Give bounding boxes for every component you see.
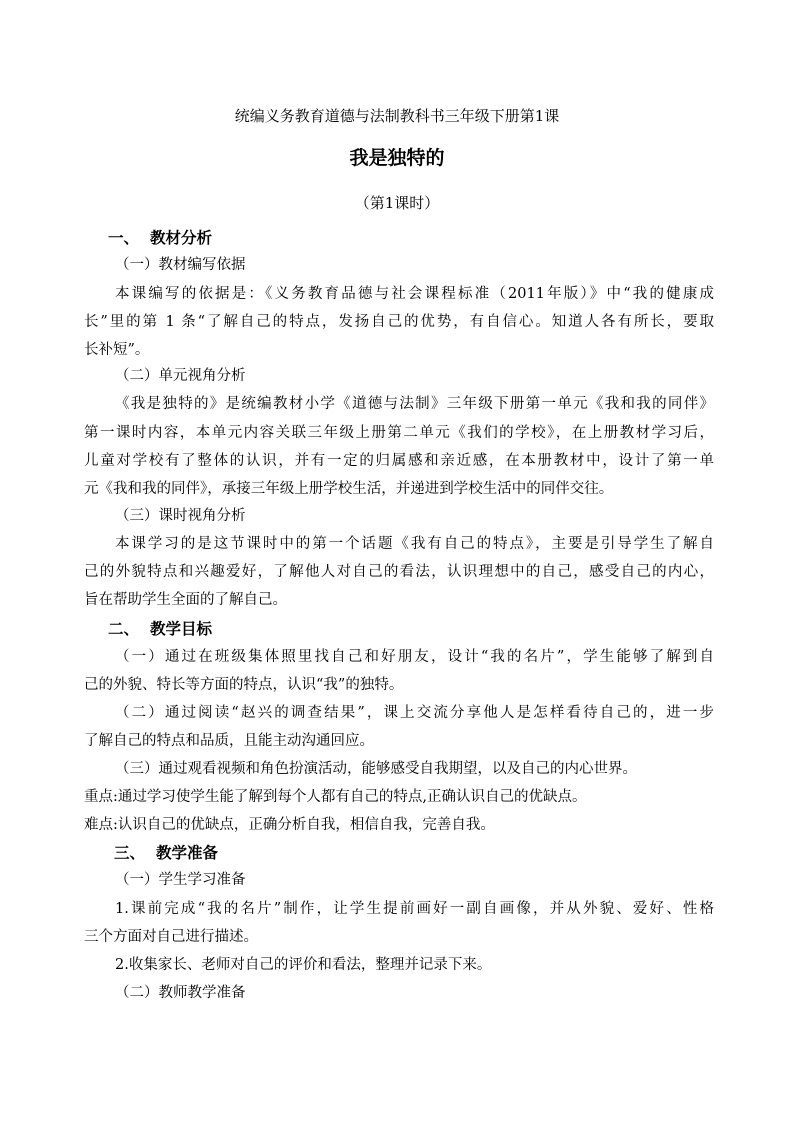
document-subtitle: 统编义务教育道德与法制教科书三年级下册第1课 <box>234 107 560 125</box>
paragraph-line: 己的外貌特点和兴趣爱好，了解他人对自己的看法，认识理想中的自己，感受自己的内心， <box>84 564 714 580</box>
subheading: （二）单元视角分析 <box>115 368 246 384</box>
difficult-point: 难点:认识自己的优缺点，正确分析自我，相信自我，完善自我。 <box>84 817 495 833</box>
goal-line: （一）通过在班级集体照里找自己和好朋友，设计“我的名片”，学生能够了解到自 <box>115 649 714 665</box>
paragraph-line: 本课编写的依据是：《义务教育品德与社会课程标准（2011年版）》中“我的健康成 <box>115 286 714 302</box>
lesson-period: （第1课时） <box>354 194 440 212</box>
prep-line: 三个方面对自己进行描述。 <box>84 929 258 945</box>
paragraph-line: 《我是独特的》是统编教材小学《道德与法制》三年级下册第一单元《我和我的同伴》 <box>115 396 714 412</box>
subheading: （二）教师教学准备 <box>115 985 246 1001</box>
paragraph-line: 第一课时内容，本单元内容关联三年级上册第二单元《我们的学校》，在上册教材学习后， <box>84 425 714 441</box>
goal-line: 己的外貌、特长等方面的特点，认识“我”的独特。 <box>84 677 404 693</box>
subheading: （三）课时视角分析 <box>115 508 246 524</box>
subheading: （一）教材编写依据 <box>115 257 246 273</box>
key-point: 重点:通过学习使学生能了解到每个人都有自己的特点,正确认识自己的优缺点。 <box>84 789 587 805</box>
section-heading-2 <box>108 619 738 639</box>
section-heading-1 <box>108 228 738 248</box>
paragraph-line: 本课学习的是这节课时中的第一个话题《我有自己的特点》，主要是引导学生了解自 <box>115 536 714 552</box>
paragraph-line: 元《我和我的同伴》，承接三年级上册学校生活，并递进到学校生活中的同伴交往。 <box>84 481 614 497</box>
section-number: 三、 <box>114 843 146 862</box>
document-title: 我是独特的 <box>349 147 445 169</box>
paragraph-line: 儿童对学校有了整体的认识，并有一定的归属感和亲近感，在本册教材中，设计了第一单 <box>84 453 714 469</box>
paragraph-line: 长补短”。 <box>84 342 150 358</box>
section-number: 一、 <box>108 228 140 247</box>
goal-line: 了解自己的特点和品质，且能主动沟通回应。 <box>84 733 374 749</box>
goal-line: （三）通过观看视频和角色扮演活动，能够感受自我期望，以及自己的内心世界。 <box>115 761 637 777</box>
prep-line: 2.收集家长、老师对自己的评价和看法，整理并记录下来。 <box>115 957 492 973</box>
section-title: 教学目标 <box>150 619 213 638</box>
subheading: （一）学生学习准备 <box>115 872 246 888</box>
section-title: 教学准备 <box>156 843 219 862</box>
section-title: 教材分析 <box>150 228 213 247</box>
prep-line: 1.课前完成“我的名片”制作，让学生提前画好一副自画像，并从外貌、爱好、性格 <box>115 901 714 917</box>
section-heading-3 <box>114 843 744 863</box>
goal-line: （二）通过阅读“赵兴的调查结果”，课上交流分享他人是怎样看待自己的，进一步 <box>115 705 714 721</box>
section-number: 二、 <box>108 619 140 638</box>
paragraph-line: 旨在帮助学生全面的了解自己。 <box>84 592 287 608</box>
paragraph-line: 长”里的第 1 条“了解自己的特点，发扬自己的优势，有自信心。知道人各有所长，要取 <box>84 314 714 330</box>
